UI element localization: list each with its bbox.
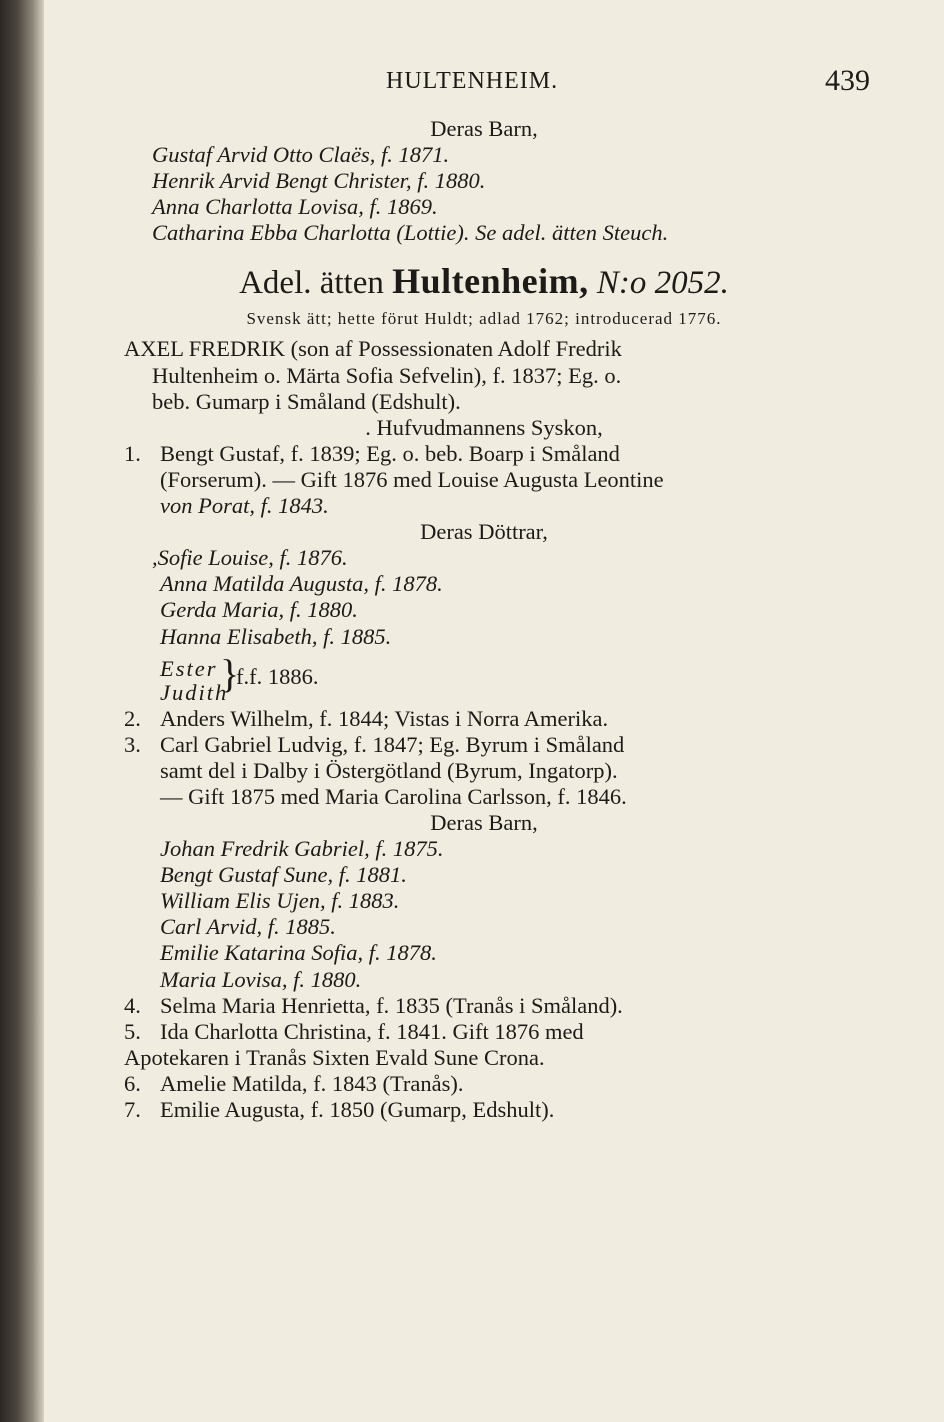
- entry-number: 5.: [124, 1018, 141, 1044]
- running-head: HULTENHEIM.: [386, 68, 559, 94]
- entry-4-line: [124, 993, 844, 1019]
- entry-number: 7.: [124, 1097, 141, 1122]
- child-line: Carl Arvid, f. 1885.: [160, 914, 336, 940]
- twins-brace: }: [220, 650, 240, 696]
- child-line: Catharina Ebba Charlotta (Lottie). Se adel. ätten Steuch.: [152, 220, 669, 246]
- entry-number: 1.: [124, 440, 141, 466]
- book-page: [44, 0, 944, 1422]
- children-title: Deras Barn,: [430, 809, 538, 835]
- daughter-line: Hanna Elisabeth, f. 1885.: [160, 623, 392, 649]
- entry-text: Carl Gabriel Ludvig, f. 1847; Eg. Byrum i Småland: [160, 731, 625, 757]
- section-title: Deras Barn,: [430, 116, 538, 141]
- book-spine-shadow: [0, 0, 44, 1422]
- main-entry-line: beb. Gumarp i Småland (Edshult).: [152, 388, 461, 414]
- entry-text: Anders Wilhelm, f. 1844; Vistas i Norra Amerika.: [160, 705, 609, 731]
- entry-3-line: samt del i Dalby i Östergötland (Byrum, Ingatorp).: [160, 757, 618, 783]
- family-number: N:o 2052.: [596, 265, 729, 302]
- page-header: [344, 64, 884, 100]
- entry-text: Amelie Matilda, f. 1843 (Tranås).: [160, 1070, 464, 1096]
- entry-number: 6.: [124, 1070, 141, 1096]
- twin-name: Ester: [160, 655, 218, 681]
- entry-2-line: [124, 706, 844, 732]
- entry-text: Emilie Augusta, f. 1850 (Gumarp, Edshult).: [160, 1097, 555, 1122]
- entry-number: 2.: [124, 705, 141, 731]
- child-line: Henrik Arvid Bengt Christer, f. 1880.: [152, 168, 486, 194]
- page-body: [124, 116, 844, 1123]
- entry-number: 4.: [124, 992, 141, 1018]
- family-name: Hultenheim,: [392, 261, 589, 302]
- twins-entry: [124, 650, 844, 706]
- entry-5-line: [124, 1019, 844, 1045]
- entry-text: Bengt Gustaf, f. 1839; Eg. o. beb. Boarp i Småland: [160, 440, 620, 466]
- page-number: 439: [825, 64, 870, 97]
- entry-1-line: [124, 441, 844, 467]
- child-line: Gustaf Arvid Otto Claës, f. 1871.: [152, 142, 450, 168]
- child-line: Johan Fredrik Gabriel, f. 1875.: [160, 836, 444, 862]
- child-line: Bengt Gustaf Sune, f. 1881.: [160, 862, 407, 888]
- main-entry-line: AXEL FREDRIK (son af Possessionaten Adolf Fredrik: [124, 336, 622, 362]
- entry-text: Selma Maria Henrietta, f. 1835 (Tranås i Småland).: [160, 992, 623, 1018]
- child-line: William Elis Ujen, f. 1883.: [160, 888, 400, 914]
- main-entry-line: Hultenheim o. Märta Sofia Sefvelin), f. 1837; Eg. o.: [152, 362, 622, 388]
- child-line: Anna Charlotta Lovisa, f. 1869.: [152, 194, 438, 220]
- daughters-title: Deras Döttrar,: [420, 519, 548, 545]
- twin-name: Judith: [160, 679, 229, 705]
- entry-5-line: Apotekaren i Tranås Sixten Evald Sune Crona.: [124, 1044, 545, 1070]
- child-line: Maria Lovisa, f. 1880.: [160, 966, 362, 992]
- entry-1-line: (Forserum). — Gift 1876 med Louise Augusta Leontine: [160, 466, 664, 492]
- entry-1-line: von Porat, f. 1843.: [160, 493, 329, 519]
- entry-3-line: [124, 732, 844, 758]
- heading-prefix: Adel. ätten: [239, 265, 384, 302]
- daughter-line: Anna Matilda Augusta, f. 1878.: [160, 571, 443, 597]
- entry-text: Ida Charlotta Christina, f. 1841. Gift 1876 med: [160, 1018, 584, 1044]
- entry-3-line: — Gift 1875 med Maria Carolina Carlsson, f. 1846.: [160, 783, 627, 809]
- twins-year: f.f. 1886.: [236, 663, 319, 689]
- child-line: Emilie Katarina Sofia, f. 1878.: [160, 940, 437, 966]
- siblings-title: . Hufvudmannens Syskon,: [365, 414, 603, 440]
- daughter-line: Gerda Maria, f. 1880.: [160, 597, 358, 623]
- entry-number: 3.: [124, 731, 141, 757]
- daughter-line: ,Sofie Louise, f. 1876.: [152, 545, 348, 571]
- entry-6-line: [124, 1071, 844, 1097]
- entry-7-line: [124, 1097, 844, 1123]
- family-subheading: Svensk ätt; hette förut Huldt; adlad 1762; introducerad 1776.: [246, 309, 722, 329]
- family-heading: [124, 252, 844, 302]
